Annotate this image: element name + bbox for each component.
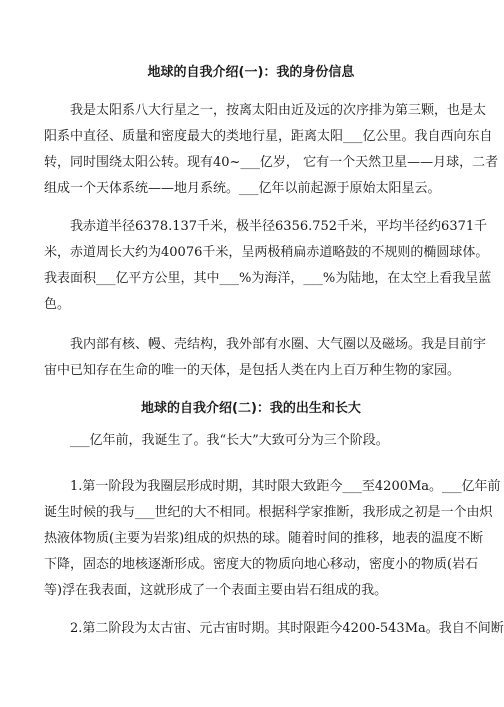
text-line: 米，赤道周长大约为40076千米，呈两极稍扁赤道略鼓的不规则的椭圆球体。 [44, 245, 489, 260]
section-1-title: 地球的自我介绍(一)：我的身份信息 [147, 65, 355, 80]
text-line: 诞生时候的我与___世纪的大不相同。根据科学家推断，我形成之初是一个由炽 [44, 505, 493, 520]
section-2-paragraph-1 [44, 428, 458, 454]
text-line: 我是太阳系八大行星之一，按离太阳由近及远的次序排为第三颗，也是太 [70, 103, 487, 118]
section-1-paragraph-3 [44, 332, 487, 384]
section-2-paragraph-2 [44, 474, 501, 604]
section-2-title: 地球的自我介绍(二)：我的出生和长大 [141, 401, 361, 416]
text-line: 阳系中直径、质量和密度最大的类地行星，距离太阳___亿公里。我自西向东自 [44, 129, 493, 144]
text-line: 2.第二阶段为太古宙、元古宙时期。其时限距今4200-543Ma。我自不间断 [70, 621, 504, 636]
text-line: 转，同时围绕太阳公转。现有40~___亿岁， 它有一个天然卫星——月球，二者 [44, 155, 499, 170]
text-line: 我表面积___亿平方公里，其中___%为海洋，___%为陆地，在太空上看我呈蓝 [44, 271, 492, 286]
text-line: 宙中已知存在生命的唯一的天体，是包括人类在内上百万种生物的家园。 [44, 363, 461, 378]
text-line: 1.第一阶段为我圈层形成时期，其时限大致距今___至4200Ma。___亿年前 [70, 479, 501, 494]
section-2-paragraph-3 [44, 616, 504, 642]
text-line: ___亿年前，我诞生了。我“长大”大致可分为三个阶段。 [70, 433, 389, 448]
text-line: 我内部有核、幔、壳结构，我外部有水圈、大气圈以及磁场。我是目前宇 [70, 337, 487, 352]
text-line: 我赤道半径6378.137千米，极半径6356.752千米，平均半径约6371千 [70, 219, 488, 234]
text-line: 组成一个天体系统——地月系统。___亿年以前起源于原始太阳星云。 [44, 181, 441, 196]
section-1-paragraph-1 [44, 98, 499, 202]
text-line: 下降，固态的地核逐渐形成。密度大的物质向地心移动，密度小的物质(岩石 [44, 557, 479, 572]
text-line: 等)浮在我表面，这就形成了一个表面主要由岩石组成的我。 [44, 583, 388, 598]
text-line: 热液体物质(主要为岩浆)组成的炽热的球。随着时间的推移，地表的温度不断 [44, 531, 484, 546]
section-1-paragraph-2 [44, 214, 492, 318]
text-line: 色。 [44, 297, 71, 312]
